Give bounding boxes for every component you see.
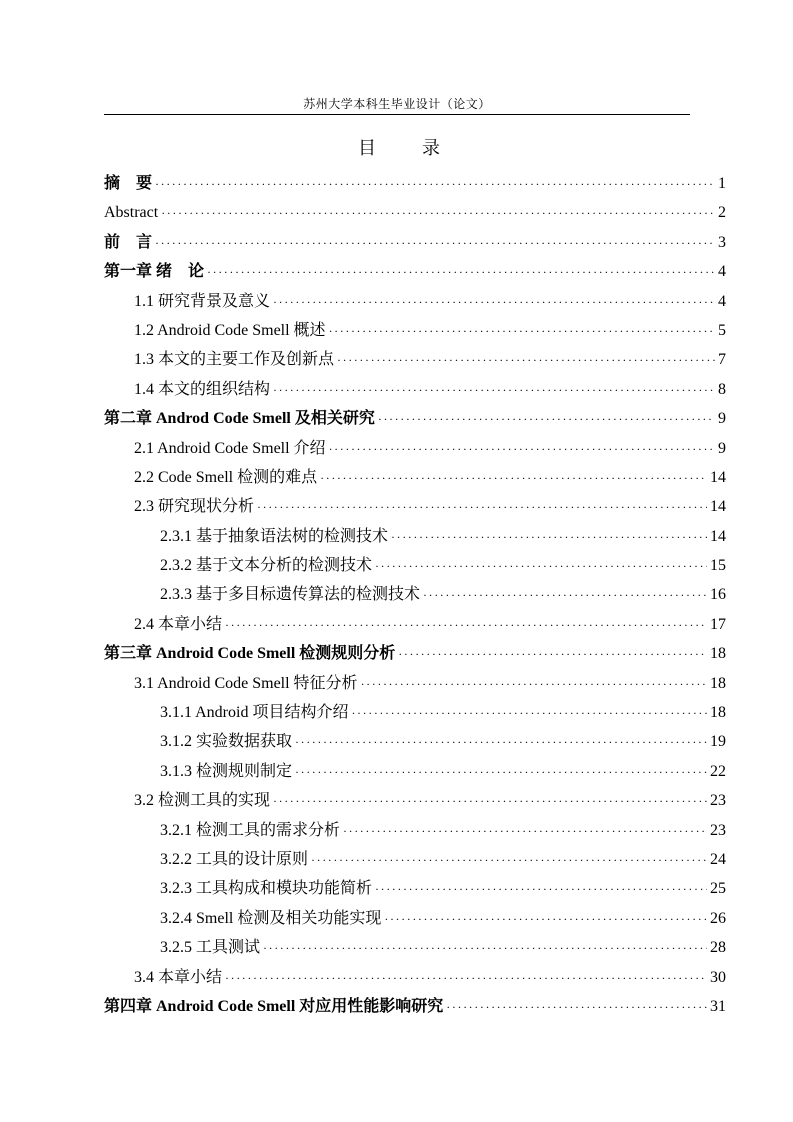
dot-leader [329,317,715,346]
toc-entry[interactable] [104,404,726,433]
toc-entry[interactable] [104,463,726,492]
toc-entry[interactable] [104,522,726,551]
toc-entry-page: 2 [718,204,726,222]
toc-entry-label: 1.2 Android Code Smell 概述 [134,321,326,339]
toc-entry-page: 28 [710,939,726,957]
dot-leader [423,581,707,610]
toc-entry-page: 25 [710,880,726,898]
toc-entry-page: 4 [718,263,726,281]
toc-entry-label: 2.1 Android Code Smell 介绍 [134,439,326,457]
toc-entry[interactable] [104,669,726,698]
toc-entry[interactable] [104,757,726,786]
toc-entry-page: 1 [718,175,726,192]
dot-leader [446,993,707,1022]
dot-leader [155,170,715,199]
toc-entry[interactable] [104,698,726,727]
toc-entry-label: 3.2.4 Smell 检测及相关功能实现 [160,909,382,927]
toc-entry[interactable] [104,228,726,257]
toc-entry-label: 3.2 检测工具的实现 [134,792,271,810]
dot-leader [378,405,715,434]
toc-entry[interactable] [104,786,726,815]
dot-leader [337,346,715,375]
dot-leader [343,817,707,846]
toc-entry[interactable] [104,933,726,962]
toc-entry-label: 2.3.2 基于文本分析的检测技术 [160,557,373,575]
toc-entry-page: 9 [718,439,726,457]
toc-entry-label: 3.2.1 检测工具的需求分析 [160,821,341,839]
toc-entry-page: 14 [710,468,726,486]
dot-leader [375,552,707,581]
dot-leader [225,611,707,640]
dot-leader [295,728,707,757]
toc-entry-page: 14 [710,498,726,516]
toc-entry[interactable] [104,874,726,903]
toc-entry-label: 3.1.2 实验数据获取 [160,733,293,751]
dot-leader [273,787,707,816]
table-of-contents [104,169,726,1021]
toc-entry[interactable] [104,816,726,845]
toc-entry-page: 23 [710,821,726,839]
toc-entry[interactable] [104,316,726,345]
toc-entry-page: 19 [710,733,726,751]
toc-entry-label: 1.1 研究背景及意义 [134,292,271,310]
toc-entry-label: 2.4 本章小结 [134,615,223,633]
toc-entry[interactable] [104,169,726,198]
toc-entry-label: 前 言 [104,233,153,251]
toc-entry[interactable] [104,287,726,316]
toc-entry-page: 26 [710,909,726,927]
toc-entry[interactable] [104,434,726,463]
toc-entry[interactable] [104,727,726,756]
toc-entry-page: 8 [718,380,726,398]
header-rule [104,114,690,115]
toc-entry-label: 2.3.3 基于多目标遗传算法的检测技术 [160,586,421,604]
dot-leader [361,670,707,699]
toc-entry-page: 24 [710,850,726,868]
toc-entry[interactable] [104,198,726,227]
toc-entry-label: 2.3 研究现状分析 [134,498,255,516]
toc-entry-page: 17 [710,615,726,633]
toc-entry[interactable] [104,345,726,374]
toc-entry[interactable] [104,580,726,609]
toc-entry-label: 3.1 Android Code Smell 特征分析 [134,674,358,692]
toc-entry-label: 3.2.5 工具测试 [160,939,261,957]
toc-entry[interactable] [104,904,726,933]
dot-leader [155,229,715,258]
toc-entry-label: 第一章 绪 论 [104,263,205,281]
toc-entry-label: 第三章 Android Code Smell 检测规则分析 [104,645,396,663]
toc-entry-page: 3 [718,233,726,251]
toc-entry-page: 7 [718,351,726,369]
dot-leader [351,699,707,728]
toc-entry-page: 18 [710,704,726,722]
dot-leader [311,846,707,875]
toc-entry-page: 18 [710,674,726,692]
toc-entry-label: 2.3.1 基于抽象语法树的检测技术 [160,527,389,545]
dot-leader [225,964,707,993]
dot-leader [320,464,707,493]
toc-entry[interactable] [104,639,726,668]
toc-entry-label: 1.4 本文的组织结构 [134,380,271,398]
toc-entry-page: 31 [710,997,726,1015]
toc-entry-label: 3.4 本章小结 [134,968,223,986]
toc-entry-label: 第二章 Androd Code Smell 及相关研究 [104,410,375,428]
toc-entry[interactable] [104,992,726,1021]
toc-entry-label: 1.3 本文的主要工作及创新点 [134,351,335,369]
dot-leader [391,523,707,552]
dot-leader [329,435,715,464]
toc-entry[interactable] [104,963,726,992]
toc-entry-label: 摘 要 [104,175,153,192]
toc-entry-page: 23 [710,792,726,810]
toc-entry-label: 3.2.2 工具的设计原则 [160,850,309,868]
toc-entry-label: 3.2.3 工具构成和模块功能简析 [160,880,373,898]
dot-leader [257,493,707,522]
toc-entry[interactable] [104,845,726,874]
toc-entry-page: 16 [710,586,726,604]
toc-entry-page: 15 [710,557,726,575]
dot-leader [161,199,715,228]
dot-leader [295,758,707,787]
toc-entry[interactable] [104,492,726,521]
toc-entry-page: 5 [718,321,726,339]
toc-entry-page: 22 [710,762,726,780]
toc-entry[interactable] [104,375,726,404]
dot-leader [207,258,715,287]
dot-leader [384,905,707,934]
toc-entry-label: 3.1.1 Android 项目结构介绍 [160,704,349,722]
toc-entry[interactable] [104,257,726,286]
dot-leader [273,376,715,405]
dot-leader [263,934,707,963]
toc-entry-page: 18 [710,645,726,663]
toc-entry-label: Abstract [104,204,159,222]
page-header: 苏州大学本科生毕业设计（论文） [303,97,491,111]
dot-leader [375,875,707,904]
dot-leader [273,288,715,317]
dot-leader [398,640,707,669]
toc-entry-page: 30 [710,968,726,986]
toc-entry[interactable] [104,551,726,580]
toc-entry-page: 14 [710,527,726,545]
toc-entry-page: 9 [718,410,726,428]
toc-entry[interactable] [104,610,726,639]
toc-entry-label: 2.2 Code Smell 检测的难点 [134,468,318,486]
toc-entry-label: 3.1.3 检测规则制定 [160,762,293,780]
toc-entry-page: 4 [718,292,726,310]
toc-title: 目 录 [358,138,454,158]
toc-entry-label: 第四章 Android Code Smell 对应用性能影响研究 [104,997,444,1015]
